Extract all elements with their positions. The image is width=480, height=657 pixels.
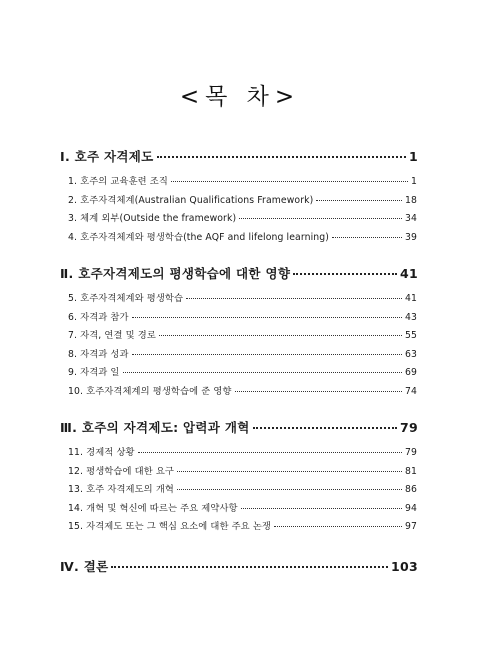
toc-item[interactable] — [68, 500, 417, 514]
toc-item-label: 12. 평생학습에 대한 요구 — [68, 466, 174, 477]
toc-item-label: 4. 호주자격체계와 평생학습(the AQF and lifelong learning) — [68, 232, 330, 243]
toc-section-label: Ⅰ. 호주 자격제도 — [60, 149, 154, 164]
toc-item-label: 8. 자격과 성과 — [68, 349, 129, 360]
toc-item[interactable] — [68, 173, 417, 187]
toc-item[interactable] — [68, 518, 417, 532]
toc-page-number: 81 — [404, 466, 417, 477]
dot-leader — [111, 566, 388, 568]
toc-page-number: 55 — [404, 330, 417, 341]
toc-item[interactable] — [68, 481, 417, 495]
toc-item-label: 6. 자격과 참가 — [68, 312, 129, 323]
toc-section-label: Ⅱ. 호주자격제도의 평생학습에 대한 영향 — [60, 266, 291, 281]
toc-page-number: 86 — [404, 484, 417, 495]
toc-page-number: 41 — [400, 266, 418, 281]
toc-item[interactable] — [68, 229, 417, 243]
dot-leader — [293, 273, 397, 275]
toc-item[interactable] — [68, 463, 417, 477]
toc-page-number: 41 — [404, 293, 417, 304]
toc-page-number: 63 — [404, 349, 417, 360]
toc-item-label: 10. 호주자격체계의 평생학습에 준 영향 — [68, 386, 232, 397]
toc-page-number: 97 — [404, 521, 417, 532]
toc-section-label: Ⅳ. 결론 — [60, 559, 109, 574]
dot-leader — [132, 354, 402, 355]
dot-leader — [253, 427, 397, 429]
toc-item[interactable] — [68, 192, 417, 206]
dot-leader — [159, 335, 402, 336]
toc-item[interactable] — [68, 290, 417, 304]
toc-page-number: 103 — [391, 559, 418, 574]
toc-page-number: 39 — [404, 232, 417, 243]
toc-item[interactable] — [68, 444, 417, 458]
toc-item-label: 1. 호주의 교육훈련 조직 — [68, 176, 168, 187]
toc-section-4[interactable] — [60, 557, 418, 575]
dot-leader — [186, 298, 402, 299]
toc-section-2[interactable] — [60, 264, 418, 282]
dot-leader — [132, 317, 402, 318]
toc-item[interactable] — [68, 346, 417, 360]
dot-leader — [138, 452, 402, 453]
toc-item[interactable] — [68, 383, 417, 397]
toc-page-number: 1 — [409, 149, 418, 164]
dot-leader — [123, 372, 402, 373]
toc-item[interactable] — [68, 210, 417, 224]
dot-leader — [171, 181, 408, 182]
toc-page-number: 79 — [404, 447, 417, 458]
toc-item[interactable] — [68, 327, 417, 341]
toc-item-label: 9. 자격과 일 — [68, 367, 120, 378]
toc-page-number: 74 — [404, 386, 417, 397]
toc-item-label: 3. 체계 외부(Outside the framework) — [68, 213, 237, 224]
toc-item-label: 15. 자격제도 또는 그 핵심 요소에 대한 주요 논쟁 — [68, 521, 271, 532]
dot-leader — [235, 391, 402, 392]
toc-page-number: 79 — [400, 420, 418, 435]
toc-item[interactable] — [68, 364, 417, 378]
dot-leader — [274, 526, 402, 527]
toc-item-label: 2. 호주자격체계(Australian Qualifications Framework) — [68, 195, 314, 206]
toc-item[interactable] — [68, 309, 417, 323]
toc-section-label: Ⅲ. 호주의 자격제도: 압력과 개혁 — [60, 420, 250, 435]
toc-title: <목 차> — [179, 84, 301, 110]
dot-leader — [177, 471, 402, 472]
toc-page-number: 94 — [404, 503, 417, 514]
toc-page-number: 18 — [404, 195, 417, 206]
toc-section-1[interactable] — [60, 147, 418, 165]
toc-page-number: 43 — [404, 312, 417, 323]
dot-leader — [241, 508, 402, 509]
toc-item-label: 14. 개혁 및 혁신에 따르는 주요 제약사항 — [68, 503, 238, 514]
dot-leader — [157, 156, 406, 158]
toc-item-label: 7. 자격, 연결 및 경로 — [68, 330, 156, 341]
dot-leader — [239, 218, 402, 219]
dot-leader — [316, 200, 402, 201]
dot-leader — [332, 237, 402, 238]
toc-section-3[interactable] — [60, 418, 418, 436]
toc-item-label: 11. 경제적 상황 — [68, 447, 135, 458]
dot-leader — [177, 489, 402, 490]
toc-item-label: 13. 호주 자격제도의 개혁 — [68, 484, 174, 495]
toc-item-label: 5. 호주자격체계와 평생학습 — [68, 293, 184, 304]
toc-page-number: 34 — [404, 213, 417, 224]
toc-page-number: 69 — [404, 367, 417, 378]
toc-page-number: 1 — [410, 176, 417, 187]
